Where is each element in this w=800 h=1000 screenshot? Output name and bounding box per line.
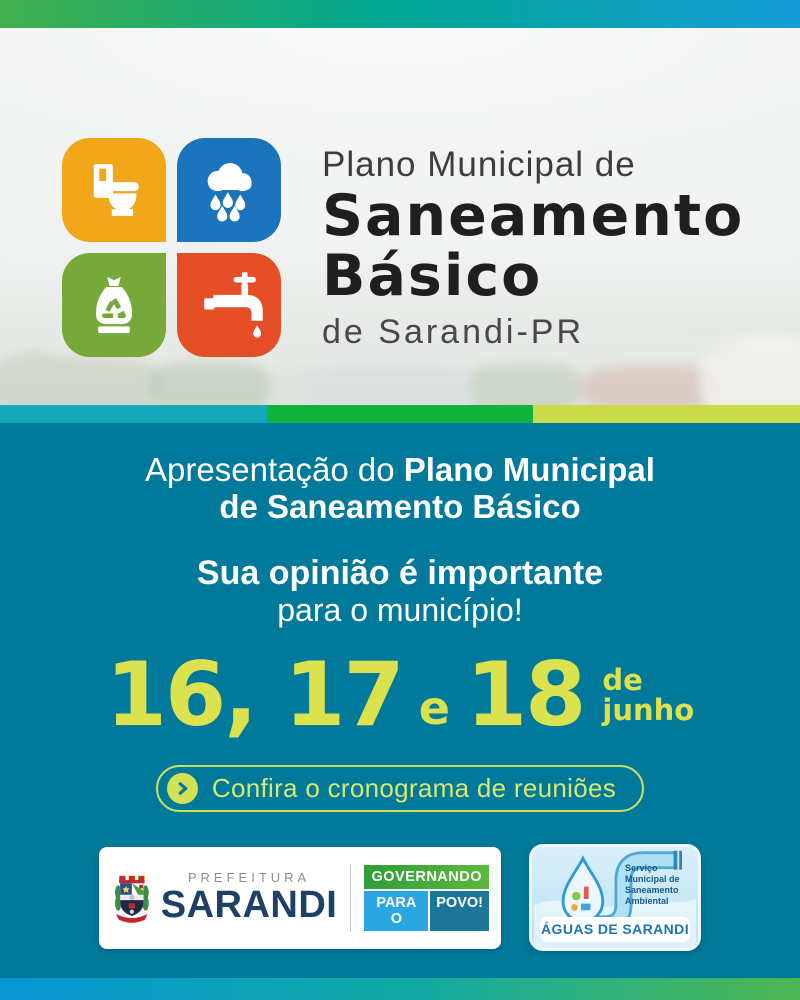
rain-tile: [177, 138, 281, 242]
callout-line-2: para o município!: [277, 592, 523, 628]
prefeitura-wordmark: [161, 870, 338, 925]
chevron-right-icon: [175, 781, 190, 796]
photo-blob: [580, 365, 720, 405]
trash-bag-recycle-icon: [78, 269, 150, 341]
slogan-para-o: PARA O: [364, 891, 428, 931]
title-block: [322, 144, 744, 354]
dates-last: 18: [465, 643, 585, 746]
government-slogan: [364, 865, 489, 931]
heading-line-1: [145, 451, 655, 488]
rain-cloud-icon: [193, 154, 265, 226]
slogan-line-1: GOVERNANDO: [364, 865, 489, 889]
schedule-button[interactable]: [156, 765, 644, 812]
sanitation-logo: [62, 138, 281, 357]
toilet-icon: [78, 154, 150, 226]
schedule-button-label: Confira o cronograma de reuniões: [211, 773, 617, 803]
dates-first: 16, 17: [105, 643, 403, 746]
stripe-teal: [0, 405, 267, 423]
heading-bold: Plano Municipal: [403, 451, 655, 488]
heading-prefix: Apresentação do: [145, 451, 404, 488]
prefeitura-label: PREFEITURA: [187, 870, 311, 885]
water-tile: [177, 253, 281, 357]
event-dates: [106, 645, 694, 745]
city-photo-header: [0, 28, 800, 405]
stripe-green: [267, 405, 534, 423]
heading-line-2: de Saneamento Básico: [219, 488, 581, 525]
prefeitura-name: SARANDI: [160, 884, 338, 926]
footer-logos: [99, 844, 701, 951]
sarandi-coat-of-arms: [115, 851, 149, 945]
slogan-povo: POVO!: [430, 891, 489, 931]
aguas-service-text: Serviço Municipal de Saneamento Ambiental: [625, 863, 680, 906]
title-kicker: Plano Municipal de: [322, 145, 636, 184]
month-word-de: de: [602, 663, 643, 697]
dates-month: [602, 665, 694, 725]
toilet-tile: [62, 138, 166, 242]
prefeitura-card: [99, 847, 501, 949]
tricolor-stripe: [0, 405, 800, 423]
slogan-line-2: [364, 891, 489, 931]
aguas-name-band: ÁGUAS DE SARANDI: [540, 917, 690, 942]
waste-tile: [62, 253, 166, 357]
top-gradient-bar: [0, 0, 800, 28]
title-location: de Sarandi-PR: [322, 313, 585, 351]
title-main-line1: Saneamento: [322, 183, 745, 249]
aguas-de-sarandi-card: [529, 844, 701, 951]
callout-line-1: Sua opinião é importante: [196, 554, 604, 592]
stripe-yellow: [533, 405, 800, 423]
presentation-heading: [145, 451, 655, 525]
arrow-circle-icon: [167, 773, 198, 804]
faucet-icon: [193, 269, 265, 341]
dates-connector: e: [418, 681, 450, 735]
title-main-line2: Básico: [322, 243, 543, 309]
opinion-callout: [197, 555, 603, 629]
photo-blob: [470, 359, 580, 405]
card-divider: [350, 864, 351, 932]
bottom-gradient-bar: [0, 978, 800, 1000]
month-word-junho: junho: [602, 693, 695, 727]
announcement-section: [0, 423, 800, 978]
